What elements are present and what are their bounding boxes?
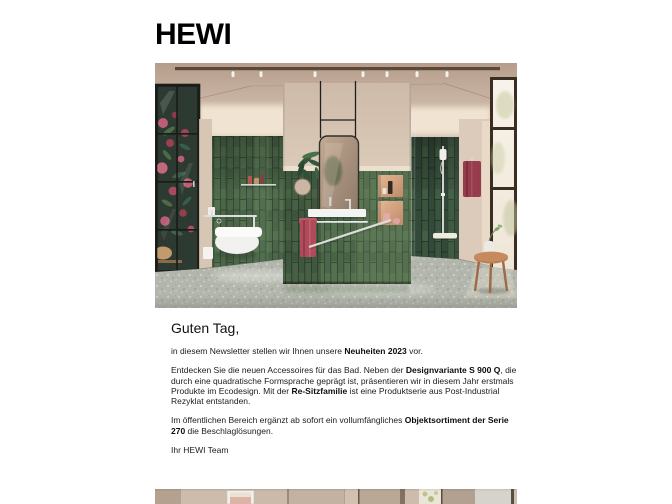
- text-segment-bold: Neuheiten 2023: [344, 346, 407, 356]
- paragraph-intro: [171, 346, 517, 356]
- round-mirror: [295, 179, 311, 195]
- next-image-top-edge: [155, 489, 517, 504]
- text-segment: Entdecken Sie die neuen Accessoires für das Bad. Neben der: [171, 365, 406, 376]
- text-segment: Im öffentlichen Bereich ergänzt ab sofort ein vollumfängliches: [171, 415, 405, 426]
- greeting: Guten Tag,: [171, 320, 240, 336]
- hand-shower: [440, 149, 447, 160]
- paragraph-objektsortiment: [171, 415, 517, 436]
- jar: [383, 188, 387, 194]
- light-track: [175, 67, 500, 70]
- cove-light-left: [199, 105, 289, 137]
- door-handle: [193, 181, 195, 187]
- paragraph-accessoires: [171, 365, 517, 406]
- newsletter-text: [171, 320, 517, 464]
- text-segment-bold: Re-Sitzfamilie: [291, 385, 348, 396]
- newsletter-column: [155, 0, 517, 504]
- text-segment: vor.: [406, 346, 423, 356]
- signoff: Ihr HEWI Team: [171, 445, 229, 456]
- hewi-logo[interactable]: HEWI: [155, 18, 232, 51]
- mirror: [320, 136, 359, 216]
- text-segment-bold: Designvariante S 900 Q: [405, 365, 501, 376]
- red-towel: [299, 218, 317, 257]
- folding-seat: [433, 233, 457, 239]
- red-towel-right: [463, 158, 481, 197]
- soap-dispenser: [329, 197, 332, 206]
- window-with-greenery: [419, 489, 441, 504]
- pink-bowl: [393, 218, 400, 224]
- text-segment: ist eine Produktserie aus Post-Industrial Rezyklat entstanden.: [171, 385, 500, 407]
- hero-image[interactable]: [155, 63, 517, 308]
- bottle: [388, 181, 393, 194]
- bathroom-scene: [155, 63, 517, 308]
- text-segment: , die durch eine quadratische Formsprache geprägt ist, präsentieren wir in diesem Jahr erstmals Produkte im Ecodesign. Mit der: [171, 365, 517, 396]
- towel-hook: [471, 158, 473, 160]
- second-image-strip[interactable]: [155, 489, 517, 504]
- glass-door: [155, 85, 199, 272]
- text-segment: die Beschlaglösungen.: [185, 425, 274, 436]
- floor-vignette: [155, 295, 517, 308]
- paper-dispenser: [203, 247, 213, 259]
- framed-artwork: [227, 491, 254, 504]
- text-segment: in diesem Newsletter stellen wir Ihnen unsere: [171, 346, 345, 356]
- tiled-wall-shower: [409, 137, 459, 263]
- text-segment-bold: Objektsortiment der Serie 270: [171, 415, 509, 436]
